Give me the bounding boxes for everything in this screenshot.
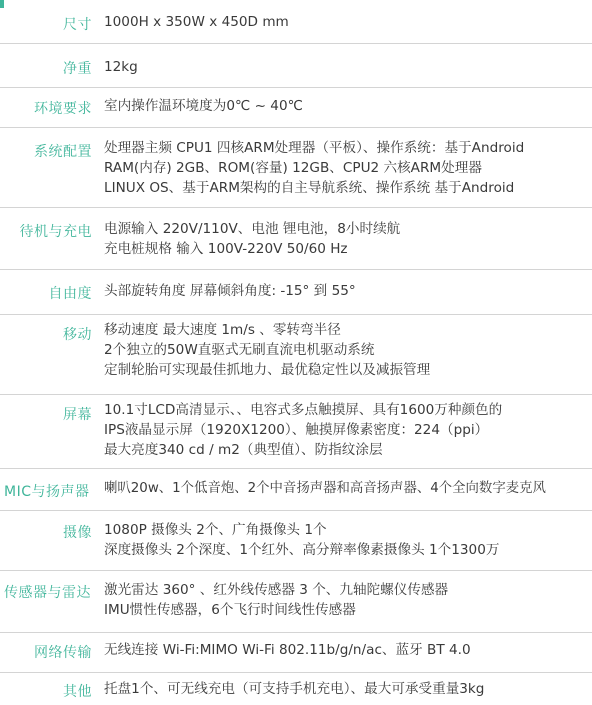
spec-label: 传感器与雷达	[4, 585, 91, 601]
spec-line: 最大亮度340 cd / m2（典型值）、防指纹涂层	[104, 442, 383, 458]
spec-line: 10.1寸LCD高清显示、、电容式多点触摸屏、具有1600万种颜色的	[104, 402, 503, 418]
spec-label: 摄像	[63, 525, 92, 541]
spec-value	[104, 520, 584, 560]
spec-row-network	[0, 633, 592, 673]
spec-row-system	[0, 128, 592, 208]
spec-row-power	[0, 208, 592, 270]
spec-row-sensors	[0, 571, 592, 633]
spec-line: LINUX OS、基于ARM架构的自主导航系统、操作系统 基于Android	[104, 180, 515, 196]
spec-value	[104, 219, 584, 259]
spec-label: 移动	[63, 327, 92, 343]
spec-line: 深度摄像头 2个深度、1个红外、高分辩率像素摄像头 1个1300万	[104, 542, 500, 558]
spec-label: 环境要求	[34, 101, 92, 117]
spec-line: 12kg	[104, 59, 138, 75]
spec-line: RAM(内存) 2GB、ROM(容量) 12GB、CPU2 六核ARM处理器	[104, 160, 482, 176]
spec-value	[104, 57, 584, 77]
spec-line: 充电桩规格 输入 100V-220V 50/60 Hz	[104, 241, 348, 257]
spec-row-screen	[0, 395, 592, 469]
spec-label: 其他	[63, 684, 92, 700]
spec-value	[104, 320, 584, 380]
spec-line: 头部旋转角度 屏幕倾斜角度: -15° 到 55°	[104, 283, 356, 299]
spec-value	[104, 479, 584, 499]
spec-label: 自由度	[48, 286, 92, 302]
spec-line: 电源输入 220V/110V、电池 锂电池，8小时续航	[104, 221, 401, 237]
spec-line: 1080P 摄像头 2个、广角摄像头 1个	[104, 522, 327, 538]
spec-row-other	[0, 673, 592, 705]
spec-row-audio	[0, 469, 592, 511]
spec-value	[104, 400, 584, 460]
spec-label: 网络传输	[34, 645, 92, 661]
spec-label: 系统配置	[34, 144, 92, 160]
spec-value	[104, 281, 584, 301]
spec-line: 激光雷达 360° 、红外线传感器 3 个、九轴陀螺仪传感器	[104, 582, 449, 598]
spec-line: 托盘1个、可无线充电（可支持手机充电）、最大可承受重量3kg	[104, 681, 485, 697]
spec-value	[104, 679, 584, 699]
spec-row-weight	[0, 44, 592, 88]
spec-label: MIC与扬声器	[4, 484, 90, 500]
spec-line: 无线连接 Wi-Fi:MIMO Wi-Fi 802.11b/g/n/ac、蓝牙 BT 4.0	[104, 642, 471, 658]
spec-row-size	[0, 0, 592, 44]
spec-line: 处理器主频 CPU1 四核ARM处理器（平板）、操作系统：基于Android	[104, 140, 525, 156]
spec-label: 屏幕	[63, 407, 92, 423]
spec-line: 室内操作温环境度为0℃ ~ 40℃	[104, 98, 303, 114]
spec-label: 尺寸	[63, 17, 92, 33]
spec-value	[104, 96, 584, 116]
spec-line: 定制轮胎可实现最佳抓地力、最优稳定性以及减振管理	[104, 362, 431, 378]
spec-line: 移动速度 最大速度 1m/s 、零转弯半径	[104, 322, 341, 338]
spec-value	[104, 580, 584, 620]
spec-row-camera	[0, 511, 592, 571]
spec-row-dof	[0, 270, 592, 315]
spec-line: IMU惯性传感器，6个飞行时间线性传感器	[104, 602, 356, 618]
spec-line: 2个独立的50W直驱式无刷直流电机驱动系统	[104, 342, 375, 358]
spec-label: 净重	[63, 61, 92, 77]
spec-line: 1000H x 350W x 450D mm	[104, 14, 289, 30]
spec-line: IPS液晶显示屏（1920X1200）、触摸屏像素密度：224（ppi）	[104, 422, 489, 438]
spec-label: 待机与充电	[19, 224, 92, 240]
spec-value	[104, 640, 584, 660]
spec-value	[104, 138, 584, 198]
spec-row-movement	[0, 315, 592, 395]
spec-row-environment	[0, 88, 592, 128]
spec-line: 喇叭20w、1个低音炮、2个中音扬声器和高音扬声器、4个全向数字麦克风	[104, 481, 546, 496]
spec-value	[104, 12, 584, 32]
